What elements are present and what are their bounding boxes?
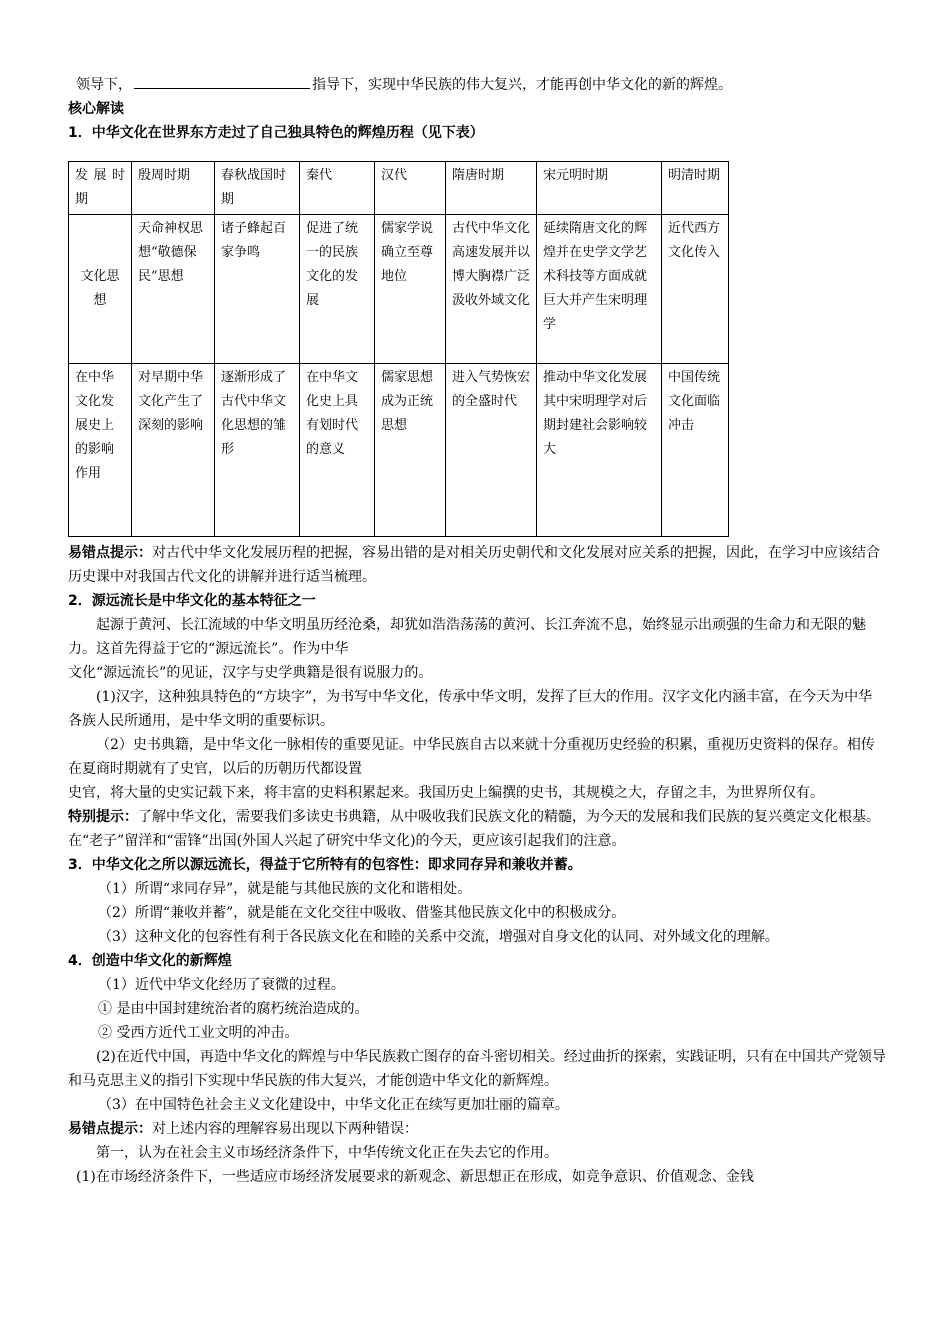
tip3-paragraph: 第一，认为在社会主义市场经济条件下，中华传统文化正在失去它的作用。	[96, 1145, 558, 1161]
intro-prefix: 领导下，	[76, 77, 132, 93]
table-cell: 逐渐形成了古代中华文化思想的雏形	[215, 364, 300, 537]
table-header-cell: 发展时期	[69, 162, 132, 215]
s3-title: 3．中华文化之所以源远流长，得益于它所特有的包容性：即求同存异和兼收并蓄。	[68, 857, 582, 873]
tip2-text: 了解中华文化，需要我们多读史书典籍，从中吸收我们民族文化的精髓，为今天的发展和我们民族的复兴奠定文化根基。在“老子”留洋和“雷锋”出国(外国人兴起了研究中华文化)的今天，更应该引起我们的注意。	[68, 809, 880, 849]
intro-suffix: 指导下，实现中华民族的伟大复兴，才能再创中华文化的新的辉煌。	[312, 77, 732, 93]
s3-paragraph: （3）这种文化的包容性有利于各民族文化在和睦的关系中交流，增强对自身文化的认同、对外域文化的理解。	[98, 929, 779, 945]
s3-paragraph: （1）所谓“求同存异”，就是能与其他民族的文化和谐相处。	[98, 881, 472, 897]
s2-paragraph: 文化“源远流长”的见证，汉字与史学典籍是很有说服力的。	[68, 665, 433, 681]
s2-paragraph: (1)汉字，这种独具特色的“方块字”，为书写中华文化，传承中华文明，发挥了巨大的作用。汉字文化内涵丰富，在今天为中华各族人民所通用，是中华文明的重要标识。	[68, 689, 873, 729]
tip3-label: 易错点提示：	[68, 1121, 152, 1137]
table-cell: 文化思想	[69, 215, 132, 364]
section-title: 核心解读	[68, 101, 124, 117]
table-cell: 延续隋唐文化的辉煌并在史学文学艺术科技等方面成就巨大并产生宋明理学	[537, 215, 662, 364]
table-cell: 促进了统一的民族文化的发展	[300, 215, 375, 364]
table-header-cell: 隋唐时期	[446, 162, 537, 215]
table-cell: 近代西方文化传入	[662, 215, 729, 364]
table-cell: 天命神权思想“敬德保民”思想	[132, 215, 215, 364]
s4-paragraph: （1）近代中华文化经历了衰微的过程。	[98, 977, 345, 993]
tip2-label: 特别提示：	[68, 809, 138, 825]
s4-paragraph: ① 是由中国封建统治者的腐朽统治造成的。	[98, 1001, 369, 1017]
s2-paragraph: 起源于黄河、长江流域的中华文明虽历经沧桑，却犹如浩浩荡荡的黄河、长江奔流不息，始终显示出顽强的生命力和无限的魅力。这首先得益于它的“源远流长”。作为中华	[68, 617, 866, 657]
s2-paragraph: （2）史书典籍，是中华文化一脉相传的重要见证。中华民族自古以来就十分重视历史经验的积累，重视历史资料的保存。相传在夏商时期就有了史官，以后的历朝历代都设置	[68, 737, 875, 777]
s2-title: 2．源远流长是中华文化的基本特征之一	[68, 593, 316, 609]
table-row	[69, 364, 729, 537]
table-header-cell: 秦代	[300, 162, 375, 215]
table-cell: 儒家学说确立至尊地位	[375, 215, 446, 364]
tip3-paragraph: (1)在市场经济条件下，一些适应市场经济发展要求的新观念、新思想正在形成，如竞争意识、价值观念、金钱	[76, 1169, 754, 1185]
s4-paragraph: （3）在中国特色社会主义文化建设中，中华文化正在续写更加壮丽的篇章。	[98, 1097, 569, 1113]
s2-paragraph: 史官，将大量的史实记载下来，将丰富的史料积累起来。我国历史上编撰的史书，其规模之大，存留之丰，为世界所仅有。	[68, 785, 824, 801]
table-row	[69, 215, 729, 364]
table-header-cell: 汉代	[375, 162, 446, 215]
table-header-row	[69, 162, 729, 215]
tip3-text: 对上述内容的理解容易出现以下两种错误：	[152, 1121, 418, 1137]
table-cell: 中国传统文化面临冲击	[662, 364, 729, 537]
intro-line	[68, 72, 886, 97]
table-header-cell: 春秋战国时期	[215, 162, 300, 215]
tip3-paragraph	[68, 1117, 886, 1141]
tip1-label: 易错点提示：	[68, 545, 152, 561]
fill-blank[interactable]	[134, 72, 310, 89]
table-cell: 在中华文化史上具有划时代的意义	[300, 364, 375, 537]
tip2-paragraph	[68, 805, 886, 853]
s4-paragraph: (2)在近代中国，再造中华文化的辉煌与中华民族救亡图存的奋斗密切相关。经过曲折的探索，实践证明，只有在中国共产党领导和马克思主义的指引下实现中华民族的伟大复兴，才能创造中华文化的新辉煌。	[68, 1049, 886, 1089]
table-header-cell: 殷周时期	[132, 162, 215, 215]
s3-paragraph: （2）所谓“兼收并蓄”，就是能在文化交往中吸收、借鉴其他民族文化中的积极成分。	[98, 905, 626, 921]
table-cell: 在中华文化发展史上的影响作用	[69, 364, 132, 537]
s1-title: 1．中华文化在世界东方走过了自己独具特色的辉煌历程（见下表）	[68, 125, 484, 141]
tip1-text: 对古代中华文化发展历程的把握，容易出错的是对相关历史朝代和文化发展对应关系的把握，因此，在学习中应该结合历史课中对我国古代文化的讲解并进行适当梳理。	[68, 545, 880, 585]
table-header-cell: 明清时期	[662, 162, 729, 215]
tip1-paragraph	[68, 541, 886, 589]
table-cell: 诸子蜂起百家争鸣	[215, 215, 300, 364]
s4-title: 4．创造中华文化的新辉煌	[68, 953, 232, 969]
table-cell: 儒家思想成为正统思想	[375, 364, 446, 537]
s4-paragraph: ② 受西方近代工业文明的冲击。	[98, 1025, 299, 1041]
table-cell: 推动中华文化发展其中宋明理学对后期封建社会影响较大	[537, 364, 662, 537]
table-header-cell: 宋元明时期	[537, 162, 662, 215]
document-page	[68, 72, 886, 1189]
table-cell: 对早期中华文化产生了深刻的影响	[132, 364, 215, 537]
history-table	[68, 161, 729, 537]
table-cell: 进入气势恢宏的全盛时代	[446, 364, 537, 537]
table-cell: 古代中华文化高速发展并以博大胸襟广泛汲收外域文化	[446, 215, 537, 364]
